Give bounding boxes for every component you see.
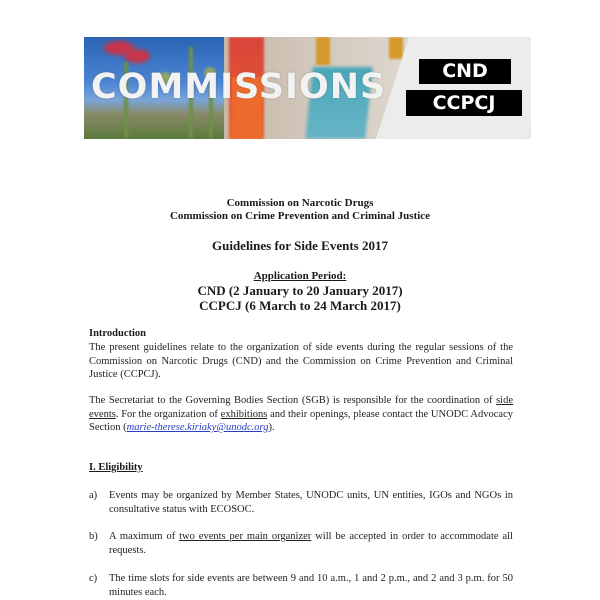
paragraph-text: . For the organization of bbox=[115, 408, 221, 420]
ccpcj-period: CCPCJ (6 March to 24 March 2017) bbox=[199, 298, 401, 313]
text-span: A maximum of bbox=[109, 531, 180, 542]
introduction-paragraph-2 bbox=[89, 394, 513, 435]
clothes-peg-image bbox=[316, 37, 330, 65]
side-events-term: side events bbox=[89, 395, 513, 420]
list-item-text bbox=[109, 530, 513, 557]
paragraph-text: ). bbox=[268, 422, 275, 433]
eligibility-item-c bbox=[89, 572, 513, 599]
cnd-period: CND (2 January to 20 January 2017) bbox=[197, 283, 403, 298]
document-title: Guidelines for Side Events 2017 bbox=[211, 238, 388, 253]
paragraph-text: and their openings, please contact the UNODC Advocacy Section ( bbox=[89, 408, 514, 433]
application-period-label: Application Period: bbox=[253, 270, 347, 282]
eligibility-item-a bbox=[89, 489, 513, 516]
eligibility-heading: I. Eligibility bbox=[89, 462, 143, 473]
introduction-paragraph-1: The present guidelines relate to the organization of side events during the regular sessions of the Commission on Narcotic Drugs (CND) and the Commission on Crime Prevention and Criminal Justice (CCPCJ). bbox=[89, 342, 513, 380]
poppy-flower-image bbox=[124, 49, 150, 63]
list-marker: c) bbox=[89, 573, 98, 584]
list-item-text: Events may be organized by Member States, UNODC units, UN entities, IGOs and NGOs in consultative status with ECOSOC. bbox=[109, 490, 513, 515]
list-marker: b) bbox=[89, 531, 98, 542]
banner-title: COMMISSIONS bbox=[91, 67, 387, 107]
paragraph-text: The Secretariat to the Governing Bodies Section (SGB) is responsible for the coordination of bbox=[89, 395, 497, 406]
ccpcj-tag: CCPCJ bbox=[406, 90, 522, 116]
cnd-tag: CND bbox=[419, 59, 511, 84]
exhibitions-term: exhibitions bbox=[220, 408, 268, 420]
text-span: will be accepted in order to accommodate all requests. bbox=[109, 531, 513, 556]
commissions-banner bbox=[84, 37, 531, 139]
list-marker: a) bbox=[89, 490, 98, 501]
org-line-ccpcj: Commission on Crime Prevention and Criminal Justice bbox=[169, 210, 431, 222]
clothes-peg-image bbox=[389, 37, 403, 59]
list-item-text: The time slots for side events are between 9 and 10 a.m., 1 and 2 p.m., and 2 and 3 p.m. for 50 minutes each. bbox=[109, 573, 513, 598]
org-line-cnd: Commission on Narcotic Drugs bbox=[226, 197, 374, 209]
advocacy-email-link[interactable]: marie-therese.kiriaky@unodc.org bbox=[126, 422, 269, 433]
introduction-heading: Introduction bbox=[89, 328, 146, 339]
eligibility-item-b bbox=[89, 530, 513, 557]
two-events-term: two events per main organizer bbox=[179, 531, 312, 542]
